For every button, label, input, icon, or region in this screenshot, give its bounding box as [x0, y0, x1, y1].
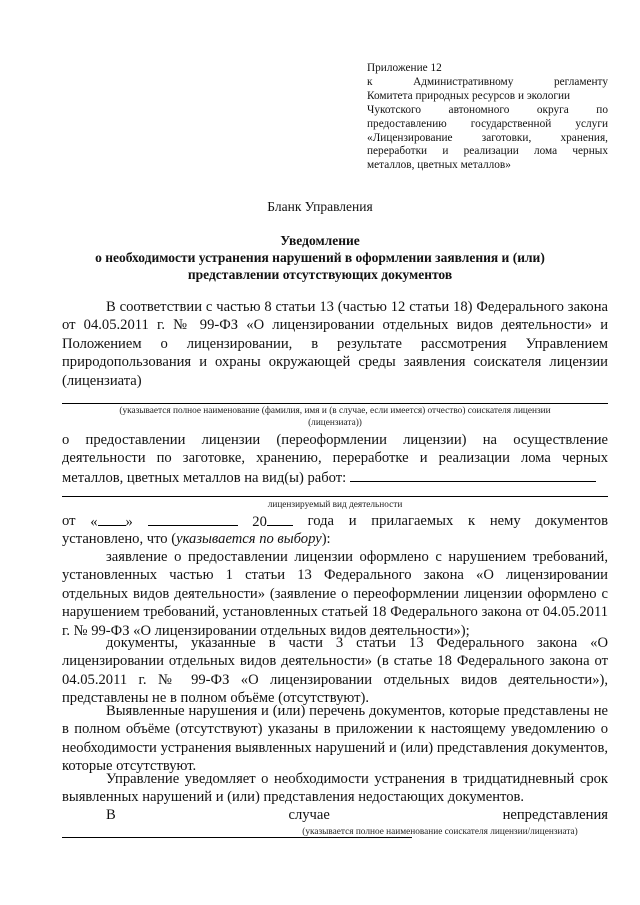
appendix-note: [367, 62, 608, 173]
applicant-blank-line: [62, 403, 608, 404]
day-field: « »: [90, 514, 133, 530]
notice-title: [40, 232, 600, 283]
intro-paragraph: В соответствии с частью 8 статьи 13 (частью 12 статьи 18) Федерального закона от 04.05.2011 г. № 99-ФЗ «О лицензировании отдельных видов деятельности» и Положением о лицензировании, в результате рассмотрения Управлением природопользования и охраны окружающей среды заявления соискателя лицензии (лицензиата): [62, 299, 608, 389]
appendix-line: переработки и реализации лома черных: [367, 145, 608, 158]
activity-blank-line: [62, 496, 608, 497]
title-line: Уведомление: [280, 233, 360, 248]
letterhead-label: Бланк Управления: [267, 199, 373, 214]
appendix-line: к Административному регламенту: [367, 75, 608, 88]
violations-paragraph: Выявленные нарушения и (или) перечень документов, которые представлены не в полном объёме (отсутствуют) указаны в приложении к настоящему уведомлению о необходимости устранения выявленных нарушений и (или) представления документов, которые отсутствуют.: [62, 703, 608, 775]
failure-caption: (указывается полное наименование соискателя лицензии/лицензиата): [302, 827, 578, 837]
notice-paragraph: Управление уведомляет о необходимости устранения в тридцатидневный срок выявленных нарушений и (или) представления недостающих документов.: [62, 771, 608, 806]
year-field: 20: [252, 512, 293, 531]
activity-blank: [350, 468, 596, 482]
item-application-violation: заявление о предоставлении лицензии оформлено с нарушением требований, установленных частью 1 статьи 13 Федерального закона «О лицензировании отдельных видов деятельности» (заявление о переоформлении лицензии оформлено с нарушением требований, установленных статьей 18 Федерального закона от 04.05.2011 г. № 99-ФЗ «О лицензировании отдельных видов деятельности»);: [62, 549, 608, 639]
month-field: [148, 512, 238, 526]
title-line: о необходимости устранения нарушений в оформлении заявления и (или): [95, 250, 545, 265]
applicant-caption: (указывается полное наименование (фамилия, имя и (в случае, если имеется) отчество) соискателя лицензии (лицензиата)): [119, 406, 551, 428]
failure-paragraph: В случае непредставления: [62, 806, 608, 844]
appendix-line: металлов, цветных металлов»: [367, 159, 511, 172]
title-line: представлении отсутствующих документов: [187, 267, 453, 282]
provision-paragraph: о предоставлении лицензии (переоформлении лицензии) на осуществление деятельности по заготовке, хранению, переработке и реализации лома черных металлов, цветных металлов на вид(ы) работ:: [62, 432, 608, 486]
appendix-line: Чукотского автономного округа по: [367, 103, 608, 116]
appendix-line: Приложение 12: [367, 62, 442, 74]
activity-caption: лицензируемый вид деятельности: [267, 500, 403, 510]
date-row: от « » 20 года и прилагаемых к нему документов: [62, 513, 608, 530]
appendix-line: предоставлению государственной услуги: [367, 117, 608, 130]
appendix-line: Комитета природных ресурсов и экологии: [367, 89, 571, 102]
item-documents-missing: документы, указанные в части 3 статьи 13 Федерального закона «О лицензировании отдельных видов деятельности» (в статье 18 Федерального закона от 04.05.2011 г. № 99-ФЗ «О лицензировании отдельных видов деятельности»), представлены не в полном объёме (отсутствуют).: [62, 635, 608, 707]
established-line: установлено, что (указывается по выбору):: [62, 531, 331, 547]
appendix-line: «Лицензирование заготовки, хранения,: [367, 131, 608, 144]
